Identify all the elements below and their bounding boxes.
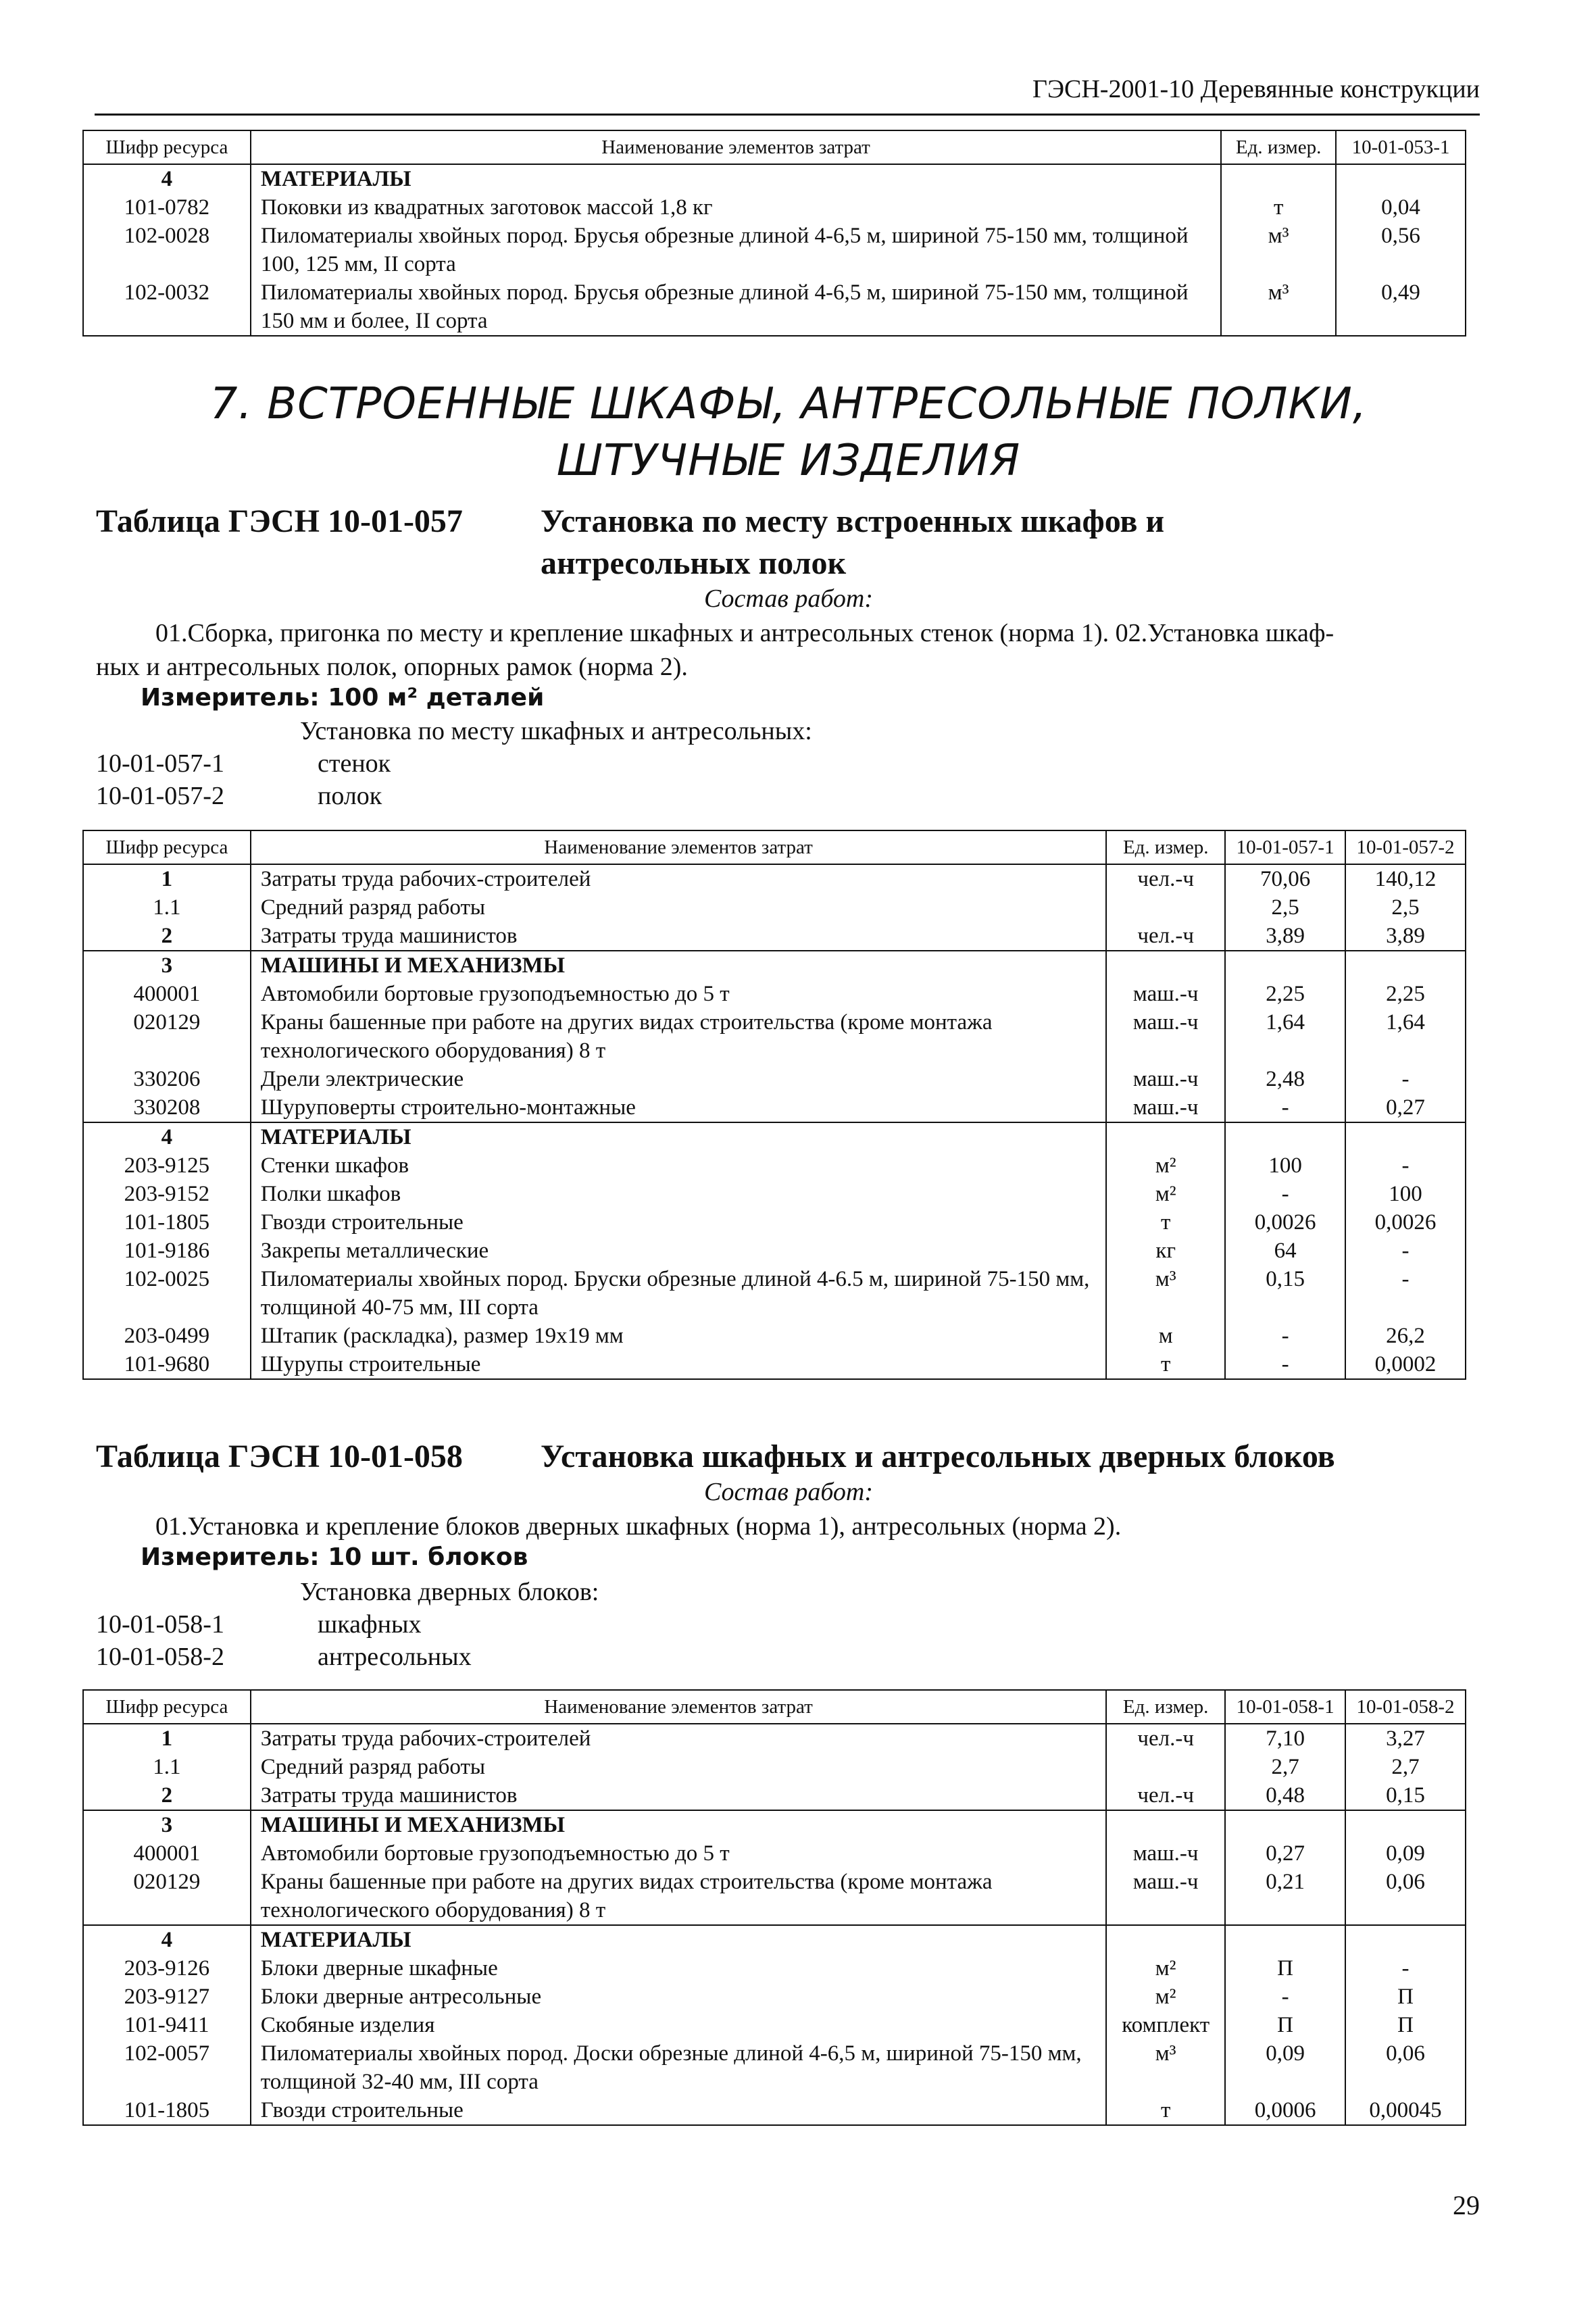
cell-unit: т — [1106, 1350, 1225, 1379]
col-norm-2-header: 10-01-058-2 — [1345, 1690, 1466, 1724]
table-row — [83, 193, 1466, 222]
cell-code: 203-9125 — [83, 1151, 251, 1180]
col-code-header: Шифр ресурса — [83, 1690, 251, 1724]
cell-code: 3 — [83, 951, 251, 980]
cell-value-2: 2,5 — [1345, 893, 1466, 922]
t057-norm-2-code: 10-01-057-2 — [96, 782, 224, 810]
cell-name: Затраты труда машинистов — [251, 922, 1106, 951]
cell-name: Затраты труда рабочих-строителей — [251, 864, 1106, 893]
table-row — [83, 1753, 1466, 1781]
cell-unit: маш.-ч — [1106, 1868, 1225, 1925]
cell-value-2: 26,2 — [1345, 1322, 1466, 1350]
t057-composition-label: Состав работ: — [703, 584, 874, 613]
cell-value-2 — [1345, 1122, 1466, 1151]
cell-value-2: - — [1345, 1151, 1466, 1180]
cell-name: Пиломатериалы хвойных пород. Брусья обрезные длиной 4-6,5 м, шириной 75-150 мм, толщиной 100, 125 мм, II сорта — [251, 222, 1221, 278]
cell-name: Затраты труда рабочих-строителей — [251, 1724, 1106, 1753]
cell-code: 400001 — [83, 1839, 251, 1868]
t058-table-body — [83, 1724, 1466, 2125]
cell-value-2: 100 — [1345, 1180, 1466, 1208]
table-row — [83, 2011, 1466, 2039]
cell-value-1: 0,27 — [1225, 1839, 1345, 1868]
cell-value-2: 0,06 — [1345, 1868, 1466, 1925]
cell-value-1: 0,21 — [1225, 1868, 1345, 1925]
table-row — [83, 1151, 1466, 1180]
cell-value-2: 2,25 — [1345, 980, 1466, 1008]
cell-value-1: - — [1225, 1350, 1345, 1379]
t058-table — [82, 1689, 1466, 2126]
table-row — [83, 1983, 1466, 2011]
t058-name: Установка шкафных и антресольных дверных блоков — [541, 1439, 1335, 1474]
cell-code: 203-9152 — [83, 1180, 251, 1208]
cell-value-2: - — [1345, 1065, 1466, 1093]
table-header-row — [83, 830, 1466, 864]
cell-code: 020129 — [83, 1008, 251, 1065]
cell-value-1 — [1225, 951, 1345, 980]
table-row — [83, 1781, 1466, 1810]
cell-unit: маш.-ч — [1106, 1839, 1225, 1868]
section-title — [82, 376, 1495, 489]
cell-code: 102-0032 — [83, 278, 251, 336]
t057-table — [82, 830, 1466, 1380]
cell-unit — [1221, 164, 1336, 193]
cell-value-1: 0,48 — [1225, 1781, 1345, 1810]
cell-value-2: - — [1345, 1237, 1466, 1265]
cell-unit: комплект — [1106, 2011, 1225, 2039]
t057-norm-1-desc: стенок — [318, 749, 391, 778]
cell-code: 101-9411 — [83, 2011, 251, 2039]
cell-code: 101-1805 — [83, 2096, 251, 2125]
cell-value-2: 3,27 — [1345, 1724, 1466, 1753]
table-row — [83, 864, 1466, 893]
table-row — [83, 1122, 1466, 1151]
cell-code: 330208 — [83, 1093, 251, 1122]
table-row — [83, 1954, 1466, 1983]
cell-unit: маш.-ч — [1106, 980, 1225, 1008]
table-row — [83, 1322, 1466, 1350]
cell-name: Автомобили бортовые грузоподъемностью до 5 т — [251, 980, 1106, 1008]
t057-norm-2-desc: полок — [318, 782, 382, 810]
cell-unit — [1106, 1810, 1225, 1839]
t057-name-line-1: Установка по месту встроенных шкафов и — [541, 503, 1165, 539]
t058-norm-1-code: 10-01-058-1 — [96, 1610, 224, 1639]
t057-measure: Измеритель: 100 м² деталей — [141, 684, 545, 712]
t057-composition-line-1: 01.Сборка, пригонка по месту и крепление шкафных и антресольных стенок (норма 1). 02.Установка шкаф- — [155, 619, 1335, 647]
cell-value-1: - — [1225, 1322, 1345, 1350]
table-row — [83, 278, 1466, 336]
table-row — [83, 2096, 1466, 2125]
cell-value-1: - — [1225, 1093, 1345, 1122]
cell-name: Средний разряд работы — [251, 893, 1106, 922]
cell-code: 2 — [83, 1781, 251, 1810]
cell-code: 1 — [83, 1724, 251, 1753]
table-row — [83, 164, 1466, 193]
cell-name: МАШИНЫ И МЕХАНИЗМЫ — [251, 1810, 1106, 1839]
cell-unit: т — [1106, 1208, 1225, 1237]
cell-value-1: 2,48 — [1225, 1065, 1345, 1093]
cell-name: Блоки дверные шкафные — [251, 1954, 1106, 1983]
cell-value-2: 0,09 — [1345, 1839, 1466, 1868]
cell-unit: м² — [1106, 1954, 1225, 1983]
table-header-row — [83, 1690, 1466, 1724]
cell-code: 2 — [83, 922, 251, 951]
cell-code: 3 — [83, 1810, 251, 1839]
table-row — [83, 1810, 1466, 1839]
t057-intro: Установка по месту шкафных и антресольных: — [300, 717, 812, 745]
t058-intro: Установка дверных блоков: — [300, 1578, 599, 1606]
cell-unit — [1106, 1753, 1225, 1781]
cell-code: 102-0057 — [83, 2039, 251, 2096]
cell-name: МАТЕРИАЛЫ — [251, 164, 1221, 193]
col-norm-1-header: 10-01-058-1 — [1225, 1690, 1345, 1724]
t057-name-line-2: антресольных полок — [541, 545, 847, 581]
col-norm-2-header: 10-01-057-2 — [1345, 830, 1466, 864]
col-unit-header: Ед. измер. — [1221, 130, 1336, 164]
col-name-header: Наименование элементов затрат — [251, 130, 1221, 164]
cell-name: МАТЕРИАЛЫ — [251, 1122, 1106, 1151]
cell-value-1: 0,0006 — [1225, 2096, 1345, 2125]
cell-code: 1 — [83, 864, 251, 893]
table-row — [83, 1868, 1466, 1925]
cell-name: Поковки из квадратных заготовок массой 1,8 кг — [251, 193, 1221, 222]
t057-norm-1-code: 10-01-057-1 — [96, 749, 224, 778]
page-number: 29 — [1453, 2190, 1480, 2220]
table-row — [83, 893, 1466, 922]
cell-code: 203-0499 — [83, 1322, 251, 1350]
cell-unit: м² — [1106, 1151, 1225, 1180]
col-norm-header: 10-01-053-1 — [1336, 130, 1466, 164]
table-row — [83, 922, 1466, 951]
cell-name: Шурупы строительные — [251, 1350, 1106, 1379]
cell-value-1: 7,10 — [1225, 1724, 1345, 1753]
cell-value-1: П — [1225, 2011, 1345, 2039]
cell-value-1 — [1225, 1810, 1345, 1839]
cell-name: Дрели электрические — [251, 1065, 1106, 1093]
cell-value-1: П — [1225, 1954, 1345, 1983]
cell-value-1: 64 — [1225, 1237, 1345, 1265]
cell-unit: м³ — [1106, 2039, 1225, 2096]
col-unit-header: Ед. измер. — [1106, 830, 1225, 864]
cell-code: 102-0025 — [83, 1265, 251, 1322]
table-row — [83, 1350, 1466, 1379]
cell-name: Средний разряд работы — [251, 1753, 1106, 1781]
cell-name: Гвозди строительные — [251, 1208, 1106, 1237]
cell-code: 101-9680 — [83, 1350, 251, 1379]
cell-value-1: 0,09 — [1225, 2039, 1345, 2096]
t057-composition-line-2: ных и антресольных полок, опорных рамок (норма 2). — [96, 653, 688, 681]
cell-code: 102-0028 — [83, 222, 251, 278]
cell-value-1 — [1225, 1925, 1345, 1954]
cell-unit: чел.-ч — [1106, 864, 1225, 893]
cell-unit — [1106, 1122, 1225, 1151]
cell-code: 4 — [83, 1925, 251, 1954]
cell-value-1: 2,25 — [1225, 980, 1345, 1008]
t058-composition-line-1: 01.Установка и крепление блоков дверных шкафных (норма 1), антресольных (норма 2). — [155, 1512, 1122, 1541]
cell-value-2: - — [1345, 1265, 1466, 1322]
cell-unit: м³ — [1106, 1265, 1225, 1322]
cell-unit — [1106, 893, 1225, 922]
col-name-header: Наименование элементов затрат — [251, 830, 1106, 864]
table-row — [83, 222, 1466, 278]
cell-value-1: 3,89 — [1225, 922, 1345, 951]
cell-value-1: - — [1225, 1983, 1345, 2011]
cell-name: Гвозди строительные — [251, 2096, 1106, 2125]
cell-value-1: 2,5 — [1225, 893, 1345, 922]
cell-name: Блоки дверные антресольные — [251, 1983, 1106, 2011]
cell-unit: маш.-ч — [1106, 1008, 1225, 1065]
cell-unit: чел.-ч — [1106, 922, 1225, 951]
cell-unit — [1106, 951, 1225, 980]
t057-table-body — [83, 864, 1466, 1379]
cell-value-1: 1,64 — [1225, 1008, 1345, 1065]
cell-value-2: - — [1345, 1954, 1466, 1983]
table-row — [83, 1180, 1466, 1208]
cell-unit — [1106, 1925, 1225, 1954]
cell-unit: маш.-ч — [1106, 1093, 1225, 1122]
cell-code: 203-9127 — [83, 1983, 251, 2011]
top-table — [82, 130, 1466, 337]
cell-value-2: 0,0002 — [1345, 1350, 1466, 1379]
cell-value-2: П — [1345, 2011, 1466, 2039]
table-row — [83, 1093, 1466, 1122]
cell-unit: чел.-ч — [1106, 1724, 1225, 1753]
cell-code: 020129 — [83, 1868, 251, 1925]
cell-code: 101-9186 — [83, 1237, 251, 1265]
cell-name: Краны башенные при работе на других видах строительства (кроме монтажа технологического оборудования) 8 т — [251, 1868, 1106, 1925]
cell-name: Шуруповерты строительно-монтажные — [251, 1093, 1106, 1122]
table-row — [83, 1065, 1466, 1093]
cell-name: Стенки шкафов — [251, 1151, 1106, 1180]
cell-value-1: 100 — [1225, 1151, 1345, 1180]
table-row — [83, 1839, 1466, 1868]
table-row — [83, 1237, 1466, 1265]
cell-value-2: 140,12 — [1345, 864, 1466, 893]
cell-name: Пиломатериалы хвойных пород. Брусья обрезные длиной 4-6,5 м, шириной 75-150 мм, толщиной 150 мм и более, II сорта — [251, 278, 1221, 336]
col-norm-1-header: 10-01-057-1 — [1225, 830, 1345, 864]
header-rule — [95, 114, 1480, 116]
cell-value-1: - — [1225, 1180, 1345, 1208]
cell-unit: т — [1106, 2096, 1225, 2125]
table-row — [83, 951, 1466, 980]
cell-value-2 — [1345, 1810, 1466, 1839]
table-header-row — [83, 130, 1466, 164]
section-title-line-2: ШТУЧНЫЕ ИЗДЕЛИЯ — [556, 436, 1021, 486]
cell-name: МАШИНЫ И МЕХАНИЗМЫ — [251, 951, 1106, 980]
cell-value-1 — [1336, 164, 1466, 193]
cell-value-1: 2,7 — [1225, 1753, 1345, 1781]
table-row — [83, 1008, 1466, 1065]
cell-unit: м² — [1106, 1180, 1225, 1208]
cell-code: 4 — [83, 164, 251, 193]
col-code-header: Шифр ресурса — [83, 830, 251, 864]
running-header: ГЭСН-2001-10 Деревянные конструкции — [1032, 75, 1480, 103]
col-unit-header: Ед. измер. — [1106, 1690, 1225, 1724]
cell-name: Закрепы металлические — [251, 1237, 1106, 1265]
cell-value-2: 3,89 — [1345, 922, 1466, 951]
cell-value-1: 0,04 — [1336, 193, 1466, 222]
cell-name: Пиломатериалы хвойных пород. Доски обрезные длиной 4-6,5 м, шириной 75-150 мм, толщиной 32-40 мм, III сорта — [251, 2039, 1106, 2096]
t057-label: Таблица ГЭСН 10-01-057 — [96, 503, 463, 539]
t058-norm-2-code: 10-01-058-2 — [96, 1643, 224, 1671]
cell-value-1: 0,15 — [1225, 1265, 1345, 1322]
cell-value-2 — [1345, 1925, 1466, 1954]
table-row — [83, 980, 1466, 1008]
cell-value-1: 0,49 — [1336, 278, 1466, 336]
t058-label: Таблица ГЭСН 10-01-058 — [96, 1439, 463, 1474]
table-row — [83, 1925, 1466, 1954]
cell-value-1: 70,06 — [1225, 864, 1345, 893]
cell-value-2: 0,15 — [1345, 1781, 1466, 1810]
table-row — [83, 1265, 1466, 1322]
cell-code: 4 — [83, 1122, 251, 1151]
cell-name: МАТЕРИАЛЫ — [251, 1925, 1106, 1954]
top-table-body — [83, 164, 1466, 336]
table-row — [83, 2039, 1466, 2096]
cell-value-2: 0,06 — [1345, 2039, 1466, 2096]
cell-value-2: П — [1345, 1983, 1466, 2011]
cell-name: Полки шкафов — [251, 1180, 1106, 1208]
cell-code: 101-0782 — [83, 193, 251, 222]
col-code-header: Шифр ресурса — [83, 130, 251, 164]
cell-code: 1.1 — [83, 1753, 251, 1781]
cell-value-2: 0,0026 — [1345, 1208, 1466, 1237]
cell-unit: м³ — [1221, 222, 1336, 278]
table-row — [83, 1208, 1466, 1237]
cell-unit: чел.-ч — [1106, 1781, 1225, 1810]
cell-name: Штапик (раскладка), размер 19х19 мм — [251, 1322, 1106, 1350]
cell-name: Пиломатериалы хвойных пород. Бруски обрезные длиной 4-6.5 м, шириной 75-150 мм, толщиной 40-75 мм, III сорта — [251, 1265, 1106, 1322]
cell-code: 400001 — [83, 980, 251, 1008]
cell-unit: т — [1221, 193, 1336, 222]
cell-unit: м — [1106, 1322, 1225, 1350]
cell-code: 203-9126 — [83, 1954, 251, 1983]
cell-value-1: 0,56 — [1336, 222, 1466, 278]
cell-name: Затраты труда машинистов — [251, 1781, 1106, 1810]
section-title-line-1: 7. ВСТРОЕННЫЕ ШКАФЫ, АНТРЕСОЛЬНЫЕ ПОЛКИ, — [209, 379, 1368, 429]
t058-norm-1-desc: шкафных — [318, 1610, 422, 1639]
cell-code: 1.1 — [83, 893, 251, 922]
t058-measure: Измеритель: 10 шт. блоков — [141, 1543, 528, 1571]
cell-unit: кг — [1106, 1237, 1225, 1265]
t058-norm-2-desc: антресольных — [318, 1643, 472, 1671]
cell-value-2: 2,7 — [1345, 1753, 1466, 1781]
cell-name: Автомобили бортовые грузоподъемностью до 5 т — [251, 1839, 1106, 1868]
cell-value-1: 0,0026 — [1225, 1208, 1345, 1237]
table-row — [83, 1724, 1466, 1753]
cell-value-2 — [1345, 951, 1466, 980]
cell-unit: маш.-ч — [1106, 1065, 1225, 1093]
cell-value-2: 0,27 — [1345, 1093, 1466, 1122]
cell-name: Скобяные изделия — [251, 2011, 1106, 2039]
col-name-header: Наименование элементов затрат — [251, 1690, 1106, 1724]
cell-value-2: 0,00045 — [1345, 2096, 1466, 2125]
t058-composition-label: Состав работ: — [703, 1478, 874, 1506]
cell-value-2: 1,64 — [1345, 1008, 1466, 1065]
cell-name: Краны башенные при работе на других видах строительства (кроме монтажа технологического оборудования) 8 т — [251, 1008, 1106, 1065]
cell-value-1 — [1225, 1122, 1345, 1151]
cell-unit: м² — [1106, 1983, 1225, 2011]
cell-code: 330206 — [83, 1065, 251, 1093]
cell-unit: м³ — [1221, 278, 1336, 336]
cell-code: 101-1805 — [83, 1208, 251, 1237]
